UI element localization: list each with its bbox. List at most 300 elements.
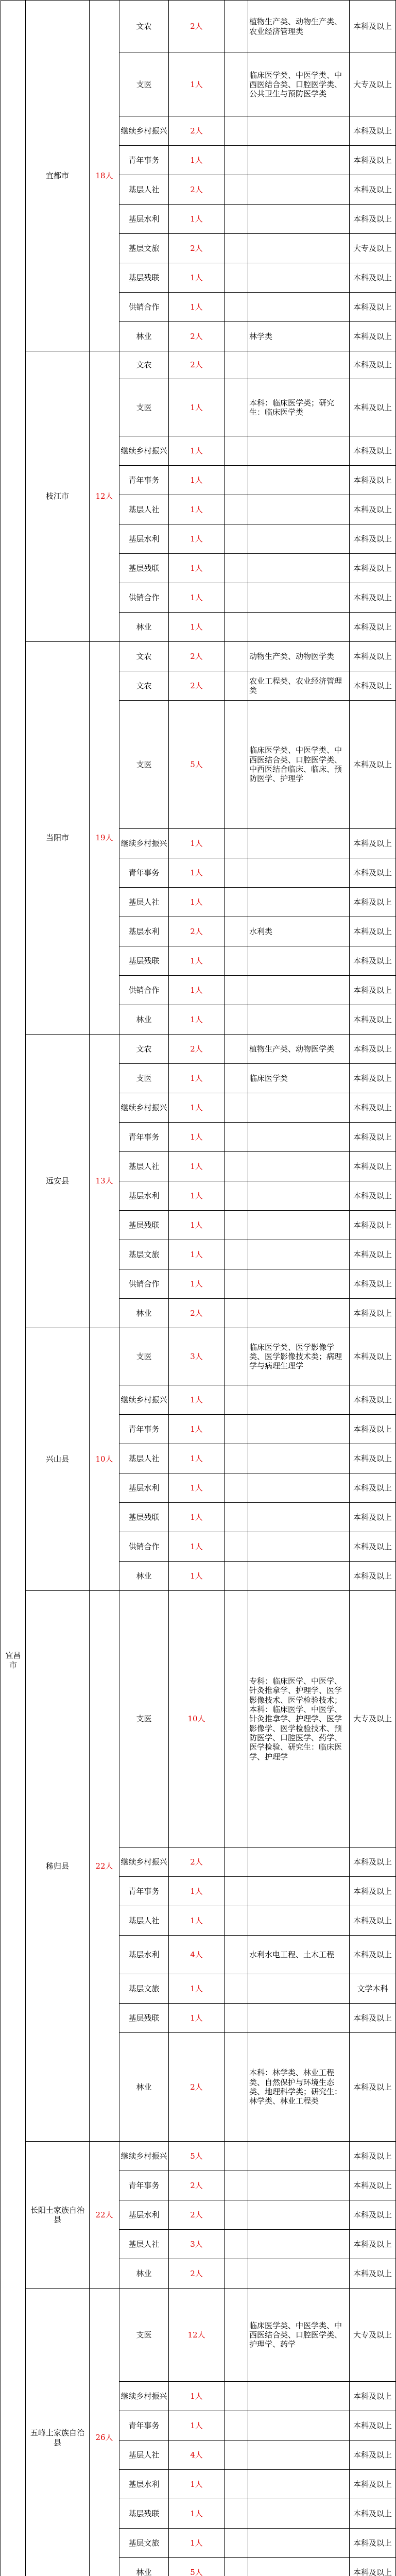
- education-cell: 本科及以上: [350, 2470, 396, 2499]
- major-requirement-cell: [248, 888, 350, 917]
- education-cell: 本科及以上: [350, 1848, 396, 1877]
- major-requirement-cell: [248, 436, 350, 466]
- table-row: [1, 351, 396, 379]
- education-cell: 本科及以上: [350, 858, 396, 888]
- quota-cell: 1人: [169, 1269, 225, 1299]
- education-cell: 本科及以上: [350, 1444, 396, 1473]
- blank-cell: [225, 858, 248, 888]
- quota-cell: 1人: [169, 1503, 225, 1532]
- blank-cell: [225, 671, 248, 701]
- major-requirement-cell: 临床医学类、中医学类、中西医结合类、口腔医学类、公共卫生与预防医学类: [248, 53, 350, 116]
- quota-cell: 2人: [169, 1299, 225, 1328]
- quota-cell: 1人: [169, 1877, 225, 1906]
- quota-cell: 2人: [169, 2033, 225, 2142]
- category-cell: 供销合作: [119, 293, 169, 322]
- quota-cell: 1人: [169, 1181, 225, 1211]
- category-cell: 基层残联: [119, 263, 169, 293]
- blank-cell: [225, 2259, 248, 2289]
- blank-cell: [225, 293, 248, 322]
- major-requirement-cell: 专科：临床医学、中医学、针灸推拿学、护理学、医学影像技术、医学检验技术；本科：临床医学、中医学、针灸推拿学、护理学、医学影像学、医学检验技术、预防医学、口腔医学、药学、医学检验、研究生：临床医学、护理学: [248, 1591, 350, 1848]
- quota-cell: 5人: [169, 2142, 225, 2171]
- blank-cell: [225, 2470, 248, 2499]
- blank-cell: [225, 1093, 248, 1123]
- quota-cell: 1人: [169, 466, 225, 495]
- blank-cell: [225, 1385, 248, 1415]
- category-cell: 林业: [119, 2033, 169, 2142]
- education-cell: 本科及以上: [350, 2499, 396, 2529]
- category-cell: 支医: [119, 53, 169, 116]
- category-cell: 供销合作: [119, 976, 169, 1005]
- category-cell: 青年事务: [119, 1415, 169, 1444]
- blank-cell: [225, 1848, 248, 1877]
- blank-cell: [225, 1974, 248, 2004]
- quota-cell: 1人: [169, 2382, 225, 2411]
- quota-cell: 1人: [169, 1064, 225, 1093]
- category-cell: 基层残联: [119, 946, 169, 976]
- category-cell: 基层人社: [119, 1444, 169, 1473]
- blank-cell: [225, 2230, 248, 2259]
- category-cell: 基层水利: [119, 524, 169, 554]
- quota-cell: 2人: [169, 175, 225, 205]
- category-cell: 林业: [119, 1562, 169, 1591]
- blank-cell: [225, 554, 248, 583]
- quota-cell: 3人: [169, 1328, 225, 1385]
- major-requirement-cell: 植物生产类、动物生产类、农业经济管理类: [248, 1, 350, 53]
- category-cell: 基层人社: [119, 495, 169, 524]
- blank-cell: [225, 2529, 248, 2558]
- blank-cell: [225, 2142, 248, 2171]
- category-cell: 青年事务: [119, 2171, 169, 2200]
- category-cell: 文农: [119, 642, 169, 671]
- table-row: [1, 1328, 396, 1385]
- quota-cell: 1人: [169, 1152, 225, 1181]
- education-cell: 本科及以上: [350, 466, 396, 495]
- blank-cell: [225, 2200, 248, 2230]
- education-cell: 本科及以上: [350, 701, 396, 829]
- education-cell: 本科及以上: [350, 2529, 396, 2558]
- category-cell: 林业: [119, 1299, 169, 1328]
- category-cell: 支医: [119, 1328, 169, 1385]
- county-name-cell: 远安县: [26, 1035, 90, 1328]
- county-total-cell: 19人: [90, 642, 119, 1035]
- education-cell: 本科及以上: [350, 2200, 396, 2230]
- education-cell: 本科及以上: [350, 263, 396, 293]
- blank-cell: [225, 205, 248, 234]
- education-cell: 本科及以上: [350, 2259, 396, 2289]
- category-cell: 林业: [119, 613, 169, 642]
- education-cell: 本科及以上: [350, 2382, 396, 2411]
- blank-cell: [225, 2171, 248, 2200]
- blank-cell: [225, 1005, 248, 1035]
- major-requirement-cell: [248, 1299, 350, 1328]
- table-row: [1, 2289, 396, 2382]
- blank-cell: [225, 1591, 248, 1848]
- blank-cell: [225, 1064, 248, 1093]
- category-cell: 基层水利: [119, 2200, 169, 2230]
- major-requirement-cell: 临床医学类、中医学类、中西医结合类、口腔医学类、护理学、药学: [248, 2289, 350, 2382]
- county-total-cell: 22人: [90, 2142, 119, 2289]
- blank-cell: [225, 1877, 248, 1906]
- major-requirement-cell: [248, 351, 350, 379]
- education-cell: 本科及以上: [350, 1299, 396, 1328]
- major-requirement-cell: [248, 1123, 350, 1152]
- category-cell: 供销合作: [119, 1269, 169, 1299]
- education-cell: 本科及以上: [350, 293, 396, 322]
- category-cell: 支医: [119, 701, 169, 829]
- major-requirement-cell: [248, 1562, 350, 1591]
- table-row: [1, 642, 396, 671]
- quota-cell: 5人: [169, 2558, 225, 2576]
- major-requirement-cell: [248, 1385, 350, 1415]
- major-requirement-cell: [248, 2382, 350, 2411]
- blank-cell: [225, 1503, 248, 1532]
- education-cell: 本科及以上: [350, 1152, 396, 1181]
- education-cell: 本科及以上: [350, 2004, 396, 2033]
- major-requirement-cell: [248, 146, 350, 175]
- major-requirement-cell: [248, 205, 350, 234]
- category-cell: 供销合作: [119, 583, 169, 613]
- category-cell: 文农: [119, 671, 169, 701]
- quota-cell: 2人: [169, 1, 225, 53]
- major-requirement-cell: [248, 1152, 350, 1181]
- county-name-cell: 宜都市: [26, 1, 90, 351]
- blank-cell: [225, 1328, 248, 1385]
- category-cell: 基层水利: [119, 917, 169, 946]
- table-row: [1, 1035, 396, 1064]
- blank-cell: [225, 146, 248, 175]
- blank-cell: [225, 888, 248, 917]
- quota-cell: 1人: [169, 1974, 225, 2004]
- blank-cell: [225, 524, 248, 554]
- major-requirement-cell: [248, 554, 350, 583]
- quota-cell: 2人: [169, 116, 225, 146]
- quota-cell: 1人: [169, 829, 225, 858]
- major-requirement-cell: [248, 1532, 350, 1562]
- blank-cell: [225, 1240, 248, 1269]
- blank-cell: [225, 1906, 248, 1936]
- major-requirement-cell: [248, 1877, 350, 1906]
- category-cell: 文农: [119, 1035, 169, 1064]
- category-cell: 青年事务: [119, 858, 169, 888]
- blank-cell: [225, 2033, 248, 2142]
- quota-cell: 1人: [169, 2529, 225, 2558]
- blank-cell: [225, 976, 248, 1005]
- county-name-cell: 五峰土家族自治县: [26, 2289, 90, 2576]
- category-cell: 基层水利: [119, 205, 169, 234]
- county-name-cell: 秭归县: [26, 1591, 90, 2142]
- blank-cell: [225, 2382, 248, 2411]
- category-cell: 林业: [119, 322, 169, 351]
- category-cell: 青年事务: [119, 1123, 169, 1152]
- quota-cell: 1人: [169, 946, 225, 976]
- quota-cell: 1人: [169, 263, 225, 293]
- blank-cell: [225, 1181, 248, 1211]
- blank-cell: [225, 116, 248, 146]
- major-requirement-cell: [248, 524, 350, 554]
- major-requirement-cell: [248, 946, 350, 976]
- category-cell: 青年事务: [119, 146, 169, 175]
- major-requirement-cell: [248, 1269, 350, 1299]
- category-cell: 支医: [119, 1591, 169, 1848]
- education-cell: 文学本科: [350, 1974, 396, 2004]
- quota-cell: 2人: [169, 671, 225, 701]
- quota-cell: 4人: [169, 1936, 225, 1974]
- quota-cell: 1人: [169, 436, 225, 466]
- major-requirement-cell: [248, 2259, 350, 2289]
- blank-cell: [225, 1152, 248, 1181]
- major-requirement-cell: [248, 466, 350, 495]
- blank-cell: [225, 917, 248, 946]
- category-cell: 继续乡村振兴: [119, 2142, 169, 2171]
- education-cell: 本科及以上: [350, 322, 396, 351]
- blank-cell: [225, 1444, 248, 1473]
- category-cell: 基层残联: [119, 2004, 169, 2033]
- education-cell: 本科及以上: [350, 2142, 396, 2171]
- education-cell: 本科及以上: [350, 205, 396, 234]
- category-cell: 基层人社: [119, 1152, 169, 1181]
- quota-cell: 1人: [169, 1444, 225, 1473]
- major-requirement-cell: [248, 583, 350, 613]
- education-cell: 本科及以上: [350, 829, 396, 858]
- major-requirement-cell: [248, 829, 350, 858]
- blank-cell: [225, 436, 248, 466]
- education-cell: 本科及以上: [350, 1936, 396, 1974]
- major-requirement-cell: [248, 293, 350, 322]
- education-cell: 本科及以上: [350, 1, 396, 53]
- quota-cell: 5人: [169, 701, 225, 829]
- county-name-cell: 枝江市: [26, 351, 90, 642]
- category-cell: 继续乡村振兴: [119, 829, 169, 858]
- education-cell: 本科及以上: [350, 2411, 396, 2441]
- major-requirement-cell: 动物生产类、动物医学类: [248, 642, 350, 671]
- education-cell: 本科及以上: [350, 554, 396, 583]
- major-requirement-cell: [248, 2230, 350, 2259]
- education-cell: 本科及以上: [350, 524, 396, 554]
- major-requirement-cell: [248, 1181, 350, 1211]
- category-cell: 基层残联: [119, 1503, 169, 1532]
- table-row: [1, 1, 396, 53]
- education-cell: 本科及以上: [350, 2558, 396, 2576]
- category-cell: 支医: [119, 1064, 169, 1093]
- category-cell: 基层文旅: [119, 1240, 169, 1269]
- education-cell: 本科及以上: [350, 917, 396, 946]
- education-cell: 本科及以上: [350, 175, 396, 205]
- education-cell: 本科及以上: [350, 1415, 396, 1444]
- education-cell: 本科及以上: [350, 888, 396, 917]
- education-cell: 本科及以上: [350, 2033, 396, 2142]
- blank-cell: [225, 1299, 248, 1328]
- education-cell: 本科及以上: [350, 1532, 396, 1562]
- quota-cell: 1人: [169, 1906, 225, 1936]
- education-cell: 本科及以上: [350, 2230, 396, 2259]
- blank-cell: [225, 1, 248, 53]
- quota-cell: 2人: [169, 2200, 225, 2230]
- education-cell: 大专及以上: [350, 1591, 396, 1848]
- major-requirement-cell: [248, 175, 350, 205]
- major-requirement-cell: 临床医学类: [248, 1064, 350, 1093]
- category-cell: 文农: [119, 351, 169, 379]
- category-cell: 基层残联: [119, 554, 169, 583]
- county-total-cell: 12人: [90, 351, 119, 642]
- county-total-cell: 18人: [90, 1, 119, 351]
- quota-cell: 1人: [169, 1123, 225, 1152]
- major-requirement-cell: [248, 2499, 350, 2529]
- major-requirement-cell: [248, 2558, 350, 2576]
- quota-cell: 2人: [169, 322, 225, 351]
- category-cell: 基层水利: [119, 1473, 169, 1503]
- blank-cell: [225, 701, 248, 829]
- education-cell: 本科及以上: [350, 146, 396, 175]
- category-cell: 基层人社: [119, 2441, 169, 2470]
- major-requirement-cell: [248, 1240, 350, 1269]
- quota-cell: 1人: [169, 1532, 225, 1562]
- major-requirement-cell: [248, 2411, 350, 2441]
- education-cell: 本科及以上: [350, 1269, 396, 1299]
- education-cell: 大专及以上: [350, 234, 396, 263]
- major-requirement-cell: [248, 1093, 350, 1123]
- major-requirement-cell: 本科：临床医学类；研究生：临床医学类: [248, 379, 350, 436]
- quota-cell: 3人: [169, 2230, 225, 2259]
- category-cell: 基层人社: [119, 888, 169, 917]
- county-total-cell: 13人: [90, 1035, 119, 1328]
- education-cell: 本科及以上: [350, 583, 396, 613]
- category-cell: 基层文旅: [119, 1974, 169, 2004]
- education-cell: 本科及以上: [350, 1473, 396, 1503]
- education-cell: 本科及以上: [350, 116, 396, 146]
- blank-cell: [225, 642, 248, 671]
- blank-cell: [225, 175, 248, 205]
- blank-cell: [225, 2499, 248, 2529]
- quota-table: [1, 0, 396, 2576]
- quota-cell: 12人: [169, 2289, 225, 2382]
- county-name-cell: 当阳市: [26, 642, 90, 1035]
- education-cell: 本科及以上: [350, 642, 396, 671]
- education-cell: 大专及以上: [350, 53, 396, 116]
- blank-cell: [225, 1415, 248, 1444]
- blank-cell: [225, 613, 248, 642]
- major-requirement-cell: [248, 1503, 350, 1532]
- blank-cell: [225, 1211, 248, 1240]
- major-requirement-cell: [248, 2529, 350, 2558]
- category-cell: 青年事务: [119, 466, 169, 495]
- education-cell: 本科及以上: [350, 1906, 396, 1936]
- education-cell: 本科及以上: [350, 495, 396, 524]
- blank-cell: [225, 2558, 248, 2576]
- education-cell: 本科及以上: [350, 436, 396, 466]
- category-cell: 继续乡村振兴: [119, 1385, 169, 1415]
- blank-cell: [225, 2289, 248, 2382]
- blank-cell: [225, 1562, 248, 1591]
- blank-cell: [225, 2441, 248, 2470]
- major-requirement-cell: 临床医学类、中医学类、中西医结合类、口腔医学类、中西医结合临床、临床、预防医学、护理学: [248, 701, 350, 829]
- education-cell: 本科及以上: [350, 1005, 396, 1035]
- education-cell: 本科及以上: [350, 1328, 396, 1385]
- education-cell: 本科及以上: [350, 1562, 396, 1591]
- blank-cell: [225, 379, 248, 436]
- category-cell: 基层水利: [119, 1181, 169, 1211]
- category-cell: 供销合作: [119, 1532, 169, 1562]
- blank-cell: [225, 2411, 248, 2441]
- major-requirement-cell: [248, 263, 350, 293]
- category-cell: 基层残联: [119, 1211, 169, 1240]
- category-cell: 基层文旅: [119, 234, 169, 263]
- education-cell: 本科及以上: [350, 613, 396, 642]
- quota-cell: 1人: [169, 1211, 225, 1240]
- category-cell: 继续乡村振兴: [119, 1093, 169, 1123]
- major-requirement-cell: [248, 1415, 350, 1444]
- quota-cell: 1人: [169, 976, 225, 1005]
- blank-cell: [225, 1123, 248, 1152]
- category-cell: 青年事务: [119, 1877, 169, 1906]
- education-cell: 本科及以上: [350, 2441, 396, 2470]
- quota-cell: 1人: [169, 858, 225, 888]
- blank-cell: [225, 234, 248, 263]
- education-cell: 本科及以上: [350, 1093, 396, 1123]
- major-requirement-cell: [248, 858, 350, 888]
- blank-cell: [225, 1035, 248, 1064]
- quota-cell: 1人: [169, 1093, 225, 1123]
- education-cell: 本科及以上: [350, 379, 396, 436]
- blank-cell: [225, 351, 248, 379]
- quota-cell: 1人: [169, 583, 225, 613]
- major-requirement-cell: [248, 116, 350, 146]
- education-cell: 本科及以上: [350, 1123, 396, 1152]
- blank-cell: [225, 946, 248, 976]
- quota-cell: 1人: [169, 2499, 225, 2529]
- blank-cell: [225, 495, 248, 524]
- category-cell: 林业: [119, 2558, 169, 2576]
- major-requirement-cell: [248, 2171, 350, 2200]
- category-cell: 基层文旅: [119, 2529, 169, 2558]
- quota-cell: 1人: [169, 1240, 225, 1269]
- category-cell: 支医: [119, 2289, 169, 2382]
- education-cell: 本科及以上: [350, 1064, 396, 1093]
- education-cell: 本科及以上: [350, 976, 396, 1005]
- city-cell: 宜昌市: [1, 1, 26, 2576]
- category-cell: 林业: [119, 2259, 169, 2289]
- education-cell: 本科及以上: [350, 1240, 396, 1269]
- major-requirement-cell: [248, 1211, 350, 1240]
- major-requirement-cell: 农业工程类、农业经济管理类: [248, 671, 350, 701]
- quota-cell: 1人: [169, 146, 225, 175]
- education-cell: 本科及以上: [350, 1181, 396, 1211]
- quota-cell: 1人: [169, 2411, 225, 2441]
- county-name-cell: 兴山县: [26, 1328, 90, 1591]
- blank-cell: [225, 1269, 248, 1299]
- quota-cell: 1人: [169, 613, 225, 642]
- quota-cell: 1人: [169, 1415, 225, 1444]
- major-requirement-cell: 植物生产类、动物医学类: [248, 1035, 350, 1064]
- major-requirement-cell: [248, 2142, 350, 2171]
- category-cell: 文农: [119, 1, 169, 53]
- category-cell: 基层水利: [119, 2470, 169, 2499]
- major-requirement-cell: [248, 1974, 350, 2004]
- major-requirement-cell: [248, 1906, 350, 1936]
- category-cell: 基层水利: [119, 1936, 169, 1974]
- major-requirement-cell: 水利类: [248, 917, 350, 946]
- blank-cell: [225, 829, 248, 858]
- category-cell: 继续乡村振兴: [119, 2382, 169, 2411]
- quota-cell: 1人: [169, 1562, 225, 1591]
- education-cell: 本科及以上: [350, 946, 396, 976]
- category-cell: 继续乡村振兴: [119, 1848, 169, 1877]
- major-requirement-cell: [248, 1848, 350, 1877]
- education-cell: 本科及以上: [350, 1877, 396, 1906]
- education-cell: 本科及以上: [350, 671, 396, 701]
- blank-cell: [225, 1532, 248, 1562]
- blank-cell: [225, 2004, 248, 2033]
- category-cell: 支医: [119, 379, 169, 436]
